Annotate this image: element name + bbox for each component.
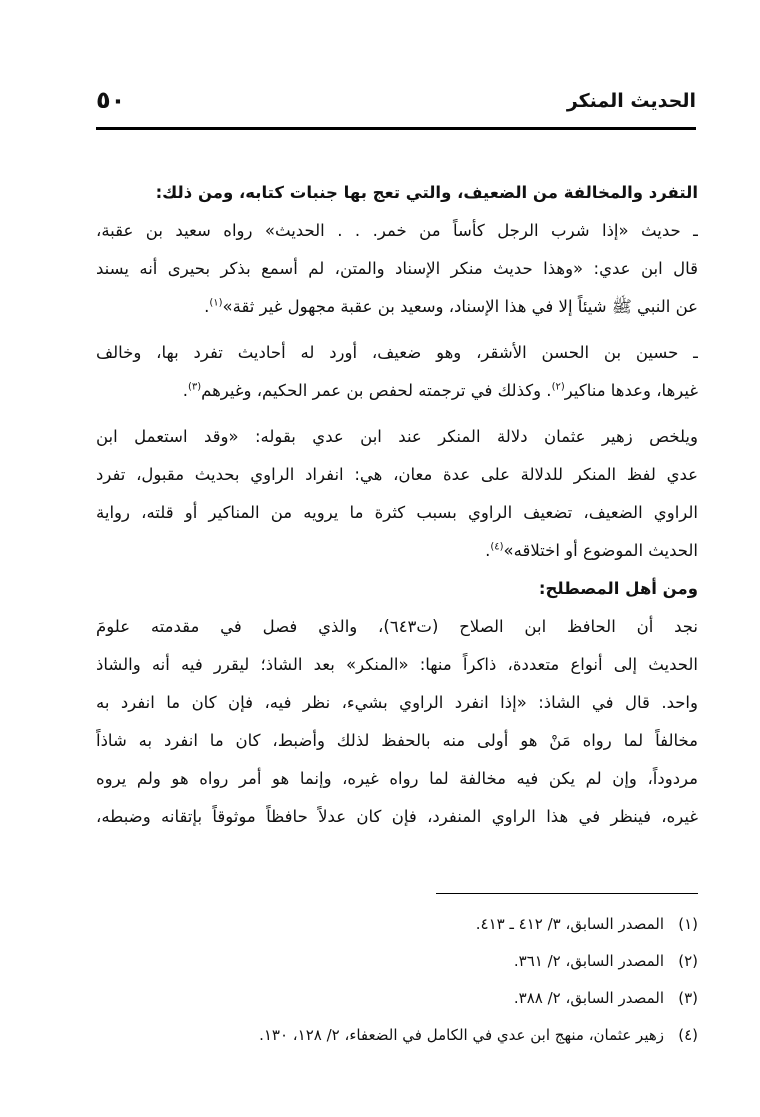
chapter-title: الحديث المنكر	[566, 90, 696, 112]
footnotes	[96, 906, 698, 1054]
text-line: مخالفاً لما رواه مَنْ هو أولى منه بالحفظ لذلك وأضبط، كان ما انفرد به شاذاً	[96, 731, 698, 750]
text-line: قال ابن عدي: «وهذا حديث منكر الإسناد والمتن، لم أسمع بذكر بحيرى أنه يسند	[96, 259, 698, 278]
footnote	[96, 943, 698, 980]
header-rule	[96, 127, 696, 130]
footnote-number: (٤)	[678, 1026, 698, 1044]
text-line: غيره، فينظر في هذا الراوي المنفرد، فإن كان عدلاً حافظاً موثوقاً بإتقانه وضبطه،	[96, 807, 698, 826]
footnote-number: (١)	[678, 915, 698, 933]
text-line: التفرد والمخالفة من الضعيف، والتي تعج بها جنبات كتابه، ومن ذلك:	[155, 183, 698, 202]
text-line: ومن أهل المصطلح:	[538, 579, 698, 598]
text-line: الحديث الموضوع أو اختلاقه»$^{(٤)}$.	[485, 541, 698, 560]
footnote-text: المصدر السابق، ٣/ ٤١٢ ـ ٤١٣.	[475, 915, 664, 933]
footnote-number: (٢)	[678, 952, 698, 970]
text-line: ويلخص زهير عثمان دلالة المنكر عند ابن عدي بقوله: «وقد استعمل ابن	[96, 427, 698, 446]
text-line: غيرها، وعدها مناكير$^{(٢)}$. وكذلك في ترجمته لحفص بن عمر الحكيم، وغيرهم$^{(٣)}$.	[182, 381, 698, 400]
text-line: واحد. قال في الشاذ: «إذا انفرد الراوي بشيء، نظر فيه، فإن كان ما انفرد به	[96, 693, 698, 712]
footnote-text: المصدر السابق، ٢/ ٣٨٨.	[513, 989, 664, 1007]
footnote-number: (٣)	[678, 989, 698, 1007]
footnote-text: زهير عثمان، منهج ابن عدي في الكامل في الضعفاء، ٢/ ١٢٨، ١٣٠.	[259, 1026, 664, 1044]
text-line: ـ حسين بن الحسن الأشقر، وهو ضعيف، أورد له أحاديث تفرد بها، وخالف	[96, 343, 698, 362]
body-text	[96, 174, 698, 836]
text-line: الحديث إلى أنواع متعددة، ذاكراً منها: «المنكر» بعد الشاذ؛ ليقرر فيه أنه والشاذ	[96, 655, 698, 674]
running-header	[96, 86, 696, 126]
paragraph-gap	[96, 326, 698, 334]
paragraph-gap	[96, 410, 698, 418]
page-number: ٥٠	[96, 86, 126, 114]
text-line: الراوي الضعيف، تضعيف الراوي بسبب كثرة ما يرويه من المناكير أو قلته، رواية	[96, 503, 698, 522]
text-line: نجد أن الحافظ ابن الصلاح (ت٦٤٣)، والذي فصل في مقدمته علومَ	[96, 617, 698, 636]
text-line: ـ حديث «إذا شرب الرجل كأساً من خمر. . . الحديث» رواه سعيد بن عقبة،	[96, 221, 698, 240]
footnote	[96, 980, 698, 1017]
text-line: عن النبي ﷺ شيئاً إلا في هذا الإسناد، وسعيد بن عقبة مجهول غير ثقة»$^{(١)}$.	[204, 297, 698, 316]
footnote-text: المصدر السابق، ٢/ ٣٦١.	[513, 952, 664, 970]
text-line: عدي لفظ المنكر للدلالة على عدة معان، هي: انفراد الراوي بحديث مقبول، تفرد	[96, 465, 698, 484]
footnote	[96, 1017, 698, 1054]
footnote	[96, 906, 698, 943]
footnote-rule	[436, 893, 698, 894]
text-line: مردوداً، وإن لم يكن فيه مخالفة لما رواه غيره، وإنما هو أمر رواه هو ولم يروه	[96, 769, 698, 788]
